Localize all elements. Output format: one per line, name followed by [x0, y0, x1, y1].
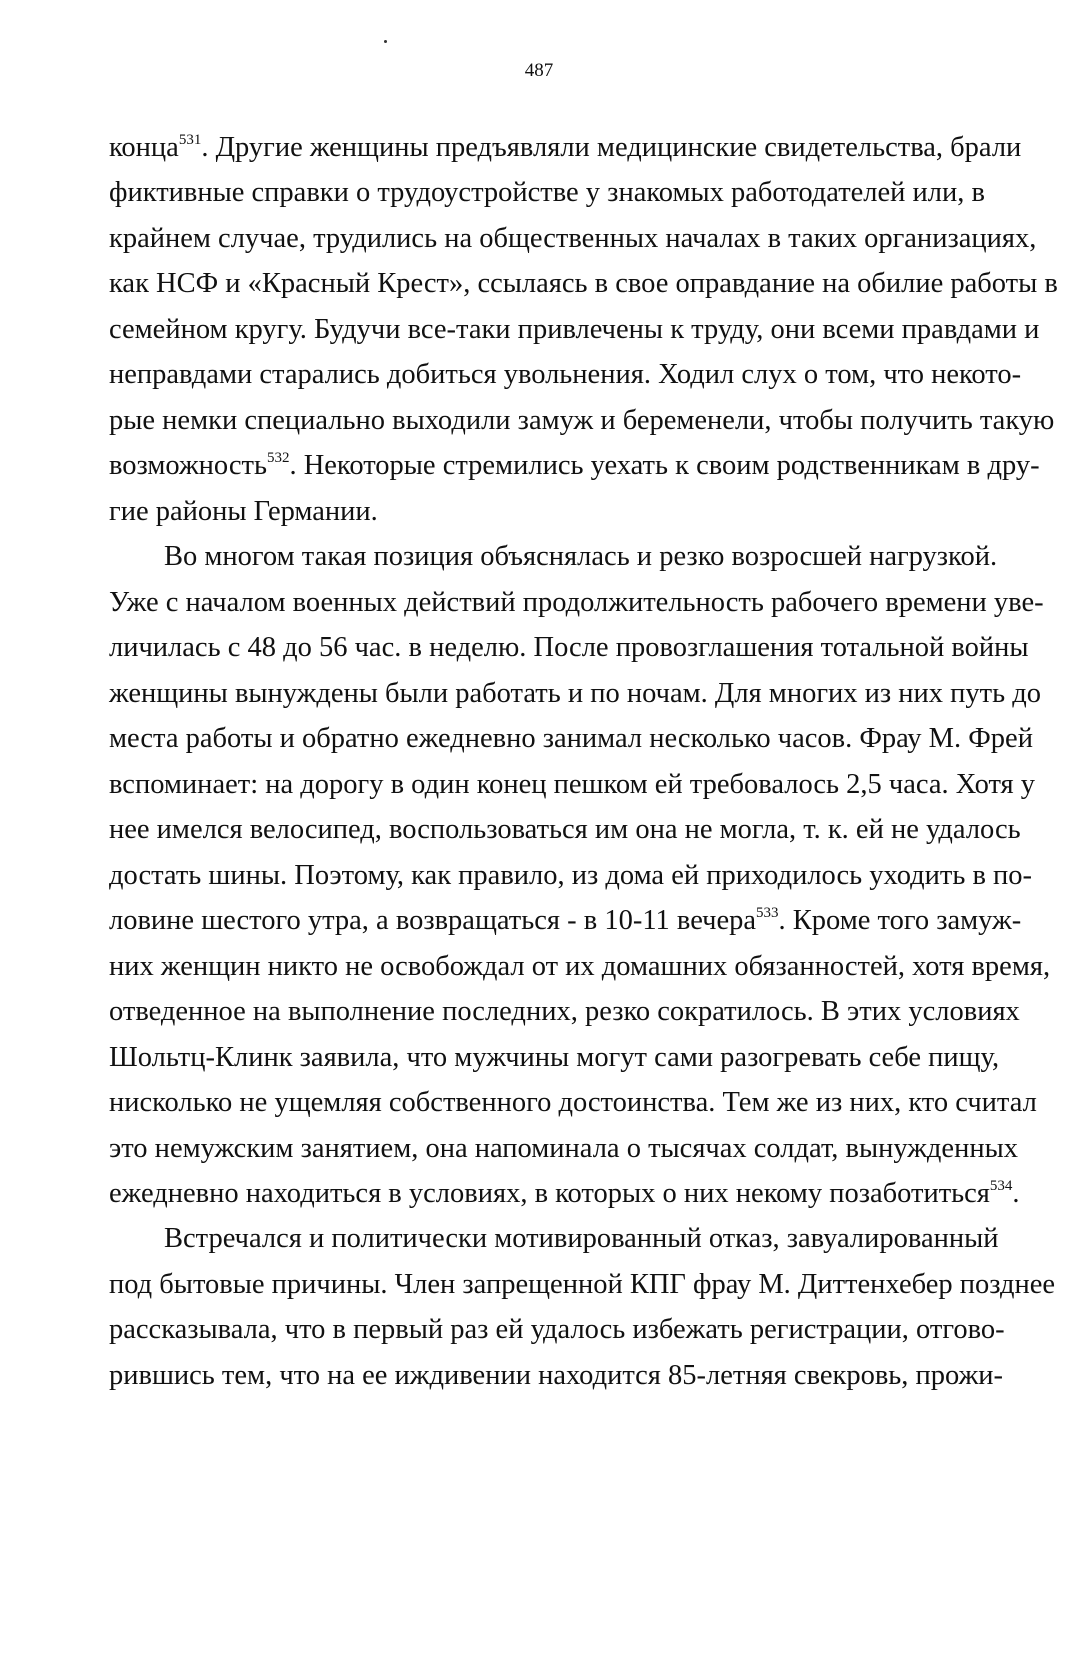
text-line: Во многом такая позиция объяснялась и резко возросшей нагрузкой. [164, 541, 998, 572]
text-line: конца$^{531}$. Другие женщины предъявляли медицинские свидетельства, брали [109, 132, 1022, 163]
text-line: гие районы Германии. [109, 496, 378, 527]
text-line: Шольтц-Клинк заявила, что мужчины могут сами разогревать себе пищу, [109, 1042, 1000, 1073]
text-line: рившись тем, что на ее иждивении находится 85-летняя свекровь, прожи- [109, 1360, 1004, 1391]
text-line: возможность$^{532}$. Некоторые стремились уехать к своим родственникам в дру- [109, 450, 1040, 481]
text-line: нее имелся велосипед, воспользоваться им она не могла, т. к. ей не удалось [109, 814, 1021, 845]
text-line: вспоминает: на дорогу в один конец пешком ей требовалось 2,5 часа. Хотя у [109, 769, 1036, 800]
text-line: достать шины. Поэтому, как правило, из дома ей приходилось уходить в по- [109, 860, 1033, 891]
text-line: нисколько не ущемляя собственного достоинства. Тем же из них, кто считал [109, 1087, 1037, 1118]
page-number: 487 [524, 60, 554, 81]
footnote-ref: 534 [989, 1178, 1013, 1194]
text-line: это немужским занятием, она напоминала о тысячах солдат, вынужденных [109, 1133, 1018, 1164]
text-line: фиктивные справки о трудоустройстве у знакомых работодателей или, в [109, 177, 985, 208]
footnote-ref: 533 [756, 905, 779, 921]
text-line: личилась с 48 до 56 час. в неделю. После провозглашения тотальной войны [109, 632, 1029, 663]
text-line: места работы и обратно ежедневно занимал несколько часов. Фрау М. Фрей [109, 723, 1033, 754]
text-line: семейном кругу. Будучи все-таки привлечены к труду, они всеми правдами и [109, 314, 1040, 345]
text-line: под бытовые причины. Член запрещенной КПГ фрау М. Диттенхебер позднее [109, 1269, 1056, 1300]
text-line: отведенное на выполнение последних, резко сократилось. В этих условиях [109, 996, 1020, 1027]
footnote-ref: 531 [178, 132, 202, 148]
text-line: Встречался и политически мотивированный отказ, завуалированный [164, 1223, 999, 1254]
text-line: рассказывала, что в первый раз ей удалось избежать регистрации, отгово- [109, 1314, 1005, 1345]
text-line: крайнем случае, трудились на общественных началах в таких организациях, [109, 223, 1037, 254]
text-line: них женщин никто не освобождал от их домашних обязанностей, хотя время, [109, 951, 1051, 982]
text-line: Уже с началом военных действий продолжительность рабочего времени уве- [109, 587, 1044, 618]
text-line: как НСФ и «Красный Крест», ссылаясь в свое оправдание на обилие работы в [109, 268, 1058, 299]
text-line: женщины вынуждены были работать и по ночам. Для многих из них путь до [109, 678, 1041, 709]
text-line: неправдами старались добиться увольнения. Ходил слух о том, что некото- [109, 359, 1022, 390]
text-line: ловине шестого утра, а возвращаться - в 10-11 вечера$^{533}$. Кроме того замуж- [109, 905, 1022, 936]
footnote-ref: 532 [266, 450, 290, 466]
text-line: ежедневно находиться в условиях, в которых о них некому позаботиться$^{534}$. [109, 1178, 1020, 1209]
text-line: рые немки специально выходили замуж и беременели, чтобы получить такую [109, 405, 1055, 436]
scan-speck [384, 40, 387, 43]
